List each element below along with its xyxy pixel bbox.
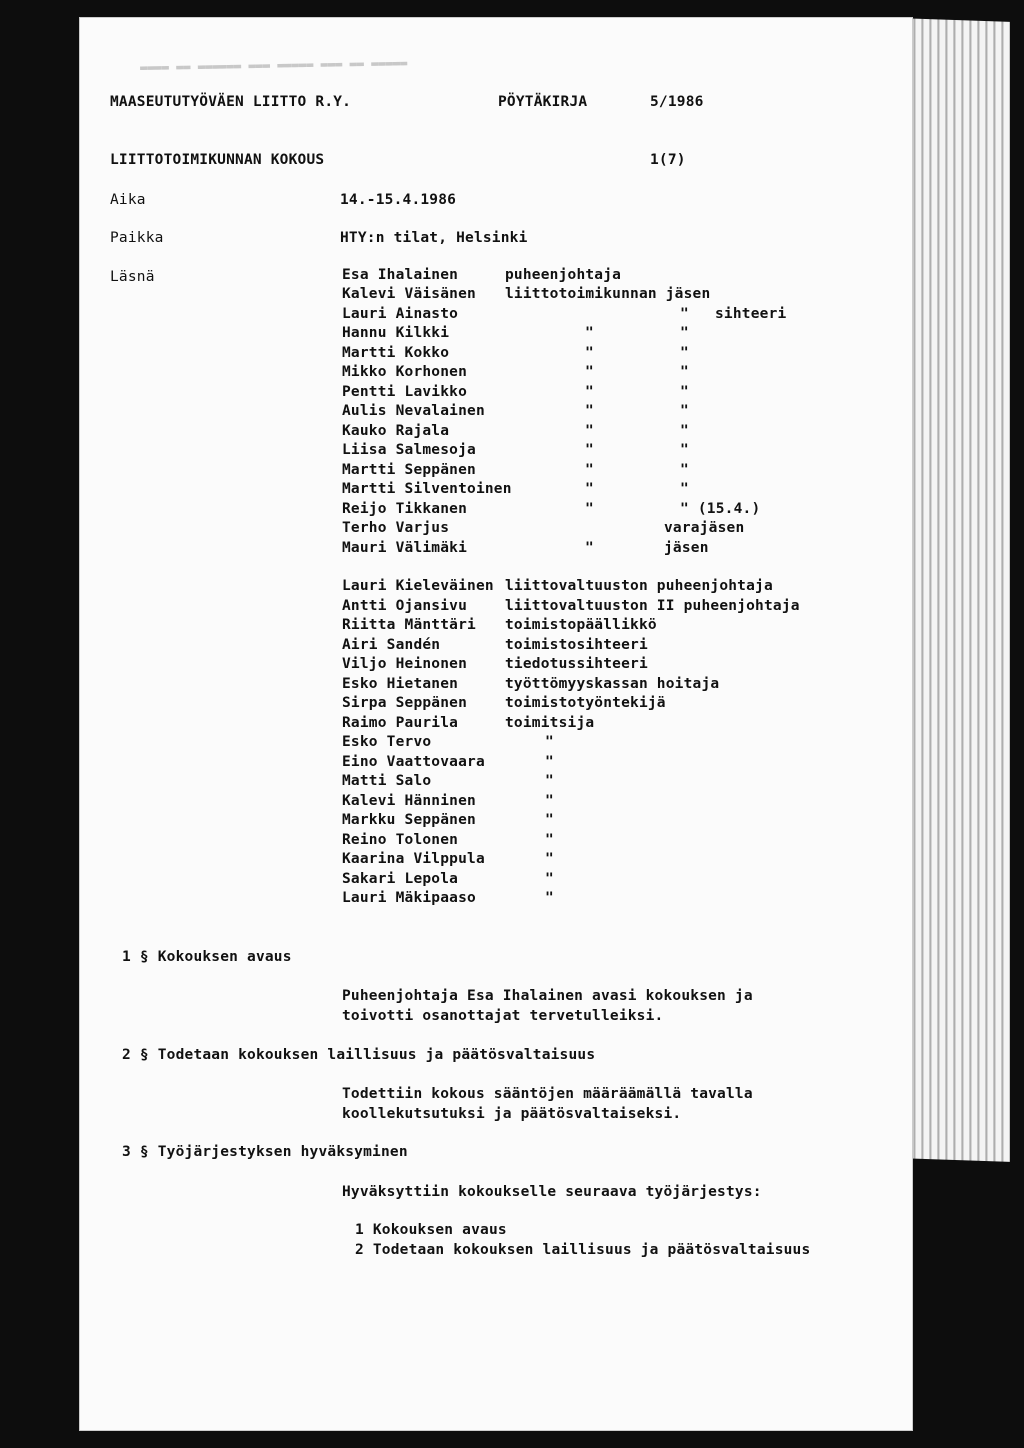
staff-role: " xyxy=(545,793,554,809)
section-heading: 1 § Kokouksen avaus xyxy=(122,949,292,965)
section-body-line: koollekutsutuksi ja päätösvaltaiseksi. xyxy=(342,1106,682,1122)
attendee-extra: " xyxy=(680,423,689,439)
attendee-name: Terho Varjus xyxy=(342,520,450,536)
staff-role: tiedotussihteeri xyxy=(505,656,648,672)
staff-name: Esko Tervo xyxy=(342,734,432,750)
attendee-role: " xyxy=(585,325,594,341)
staff-role: liittovaltuuston puheenjohtaja xyxy=(505,578,773,594)
attendee-extra: varajäsen xyxy=(664,520,745,536)
attendee-role: " xyxy=(680,306,689,322)
attendee-extra: " xyxy=(680,384,689,400)
attendee-role: " xyxy=(585,423,594,439)
staff-role: toimistosihteeri xyxy=(505,637,648,653)
attendee-role: " xyxy=(585,384,594,400)
attendee-name: Mikko Korhonen xyxy=(342,364,468,380)
attendee-extra: " xyxy=(680,325,689,341)
attendee-role: " xyxy=(585,364,594,380)
time-value: 14.-15.4.1986 xyxy=(340,192,457,208)
staff-name: Viljo Heinonen xyxy=(342,656,468,672)
staff-role: " xyxy=(545,832,554,848)
staff-role: toimistopäällikkö xyxy=(505,617,657,633)
section-body-line: toivotti osanottajat tervetulleiksi. xyxy=(342,1008,664,1024)
staff-role: liittovaltuuston II puheenjohtaja xyxy=(505,598,800,614)
attendee-name: Mauri Välimäki xyxy=(342,540,468,556)
staff-name: Reino Tolonen xyxy=(342,832,459,848)
attendee-extra: " xyxy=(680,442,689,458)
staff-role: toimitsija xyxy=(505,715,595,731)
attendee-role: puheenjohtaja xyxy=(505,267,622,283)
attendee-extra: sihteeri xyxy=(715,306,787,322)
staff-role: " xyxy=(545,773,554,789)
staff-name: Esko Hietanen xyxy=(342,676,459,692)
attendee-role: " xyxy=(585,462,594,478)
section-body-line: Hyväksyttiin kokoukselle seuraava työjärjestys: xyxy=(342,1184,762,1200)
attendee-extra: " (15.4.) xyxy=(680,501,761,517)
attendee-name: Esa Ihalainen xyxy=(342,267,459,283)
attendee-name: Kalevi Väisänen xyxy=(342,286,476,302)
section-heading: 3 § Työjärjestyksen hyväksyminen xyxy=(122,1144,408,1160)
staff-name: Kalevi Hänninen xyxy=(342,793,476,809)
section-heading: 2 § Todetaan kokouksen laillisuus ja päätösvaltaisuus xyxy=(122,1047,596,1063)
staff-role: " xyxy=(545,890,554,906)
attendee-extra: " xyxy=(680,364,689,380)
staff-name: Eino Vaattovaara xyxy=(342,754,485,770)
attendee-role: " xyxy=(585,481,594,497)
attendee-name: Martti Seppänen xyxy=(342,462,476,478)
staff-role: " xyxy=(545,734,554,750)
agenda-item: 1 Kokouksen avaus xyxy=(355,1222,507,1238)
page-number: 1(7) xyxy=(650,152,686,168)
attendee-name: Reijo Tikkanen xyxy=(342,501,468,517)
attendee-name: Kauko Rajala xyxy=(342,423,450,439)
attendee-extra: " xyxy=(680,462,689,478)
staff-role: toimistotyöntekijä xyxy=(505,695,666,711)
attendee-role: liittotoimikunnan jäsen xyxy=(505,286,711,302)
attendee-extra: " xyxy=(680,481,689,497)
attendee-extra: jäsen xyxy=(664,540,709,556)
bleed-through-text: ▬▬▬▬ ▬▬ ▬▬▬▬▬▬ ▬▬▬ ▬▬▬▬▬ ▬▬▬ ▬▬ ▬▬▬▬▬ xyxy=(139,55,408,75)
place-label: Paikka xyxy=(110,230,164,246)
attendee-role: " xyxy=(585,540,594,556)
attendee-name: Martti Kokko xyxy=(342,345,450,361)
attendee-name: Martti Silventoinen xyxy=(342,481,512,497)
staff-name: Matti Salo xyxy=(342,773,432,789)
attendee-extra: " xyxy=(680,345,689,361)
attendee-name: Aulis Nevalainen xyxy=(342,403,485,419)
staff-role: " xyxy=(545,812,554,828)
staff-role: " xyxy=(545,871,554,887)
staff-name: Sirpa Seppänen xyxy=(342,695,468,711)
section-body-line: Puheenjohtaja Esa Ihalainen avasi kokouksen ja xyxy=(342,988,753,1004)
agenda-item: 2 Todetaan kokouksen laillisuus ja päätösvaltaisuus xyxy=(355,1242,811,1258)
attendee-name: Lauri Ainasto xyxy=(342,306,459,322)
attendee-role: " xyxy=(585,403,594,419)
book-page-edges xyxy=(900,18,1010,1162)
header-number: 5/1986 xyxy=(650,94,704,110)
staff-name: Markku Seppänen xyxy=(342,812,476,828)
attendee-role: " xyxy=(585,501,594,517)
time-label: Aika xyxy=(110,192,146,208)
attendee-role: " xyxy=(585,442,594,458)
meeting-title: LIITTOTOIMIKUNNAN KOKOUS xyxy=(110,152,325,168)
attendee-extra: " xyxy=(680,403,689,419)
staff-role: " xyxy=(545,851,554,867)
attendee-name: Pentti Lavikko xyxy=(342,384,468,400)
attendee-role: " xyxy=(585,345,594,361)
staff-name: Lauri Kieleväinen xyxy=(342,578,494,594)
place-value: HTY:n tilat, Helsinki xyxy=(340,230,528,246)
section-body-line: Todettiin kokous sääntöjen määräämällä tavalla xyxy=(342,1086,753,1102)
header-doc-type: PÖYTÄKIRJA xyxy=(498,94,588,110)
present-label: Läsnä xyxy=(110,269,155,285)
attendee-name: Liisa Salmesoja xyxy=(342,442,476,458)
attendee-name: Hannu Kilkki xyxy=(342,325,450,341)
header-org: MAASEUTUTYÖVÄEN LIITTO R.Y. xyxy=(110,94,352,110)
staff-role: " xyxy=(545,754,554,770)
staff-role: työttömyyskassan hoitaja xyxy=(505,676,720,692)
staff-name: Raimo Paurila xyxy=(342,715,459,731)
staff-name: Antti Ojansivu xyxy=(342,598,468,614)
staff-name: Lauri Mäkipaaso xyxy=(342,890,476,906)
staff-name: Airi Sandén xyxy=(342,637,441,653)
staff-name: Riitta Mänttäri xyxy=(342,617,476,633)
staff-name: Kaarina Vilppula xyxy=(342,851,485,867)
staff-name: Sakari Lepola xyxy=(342,871,459,887)
